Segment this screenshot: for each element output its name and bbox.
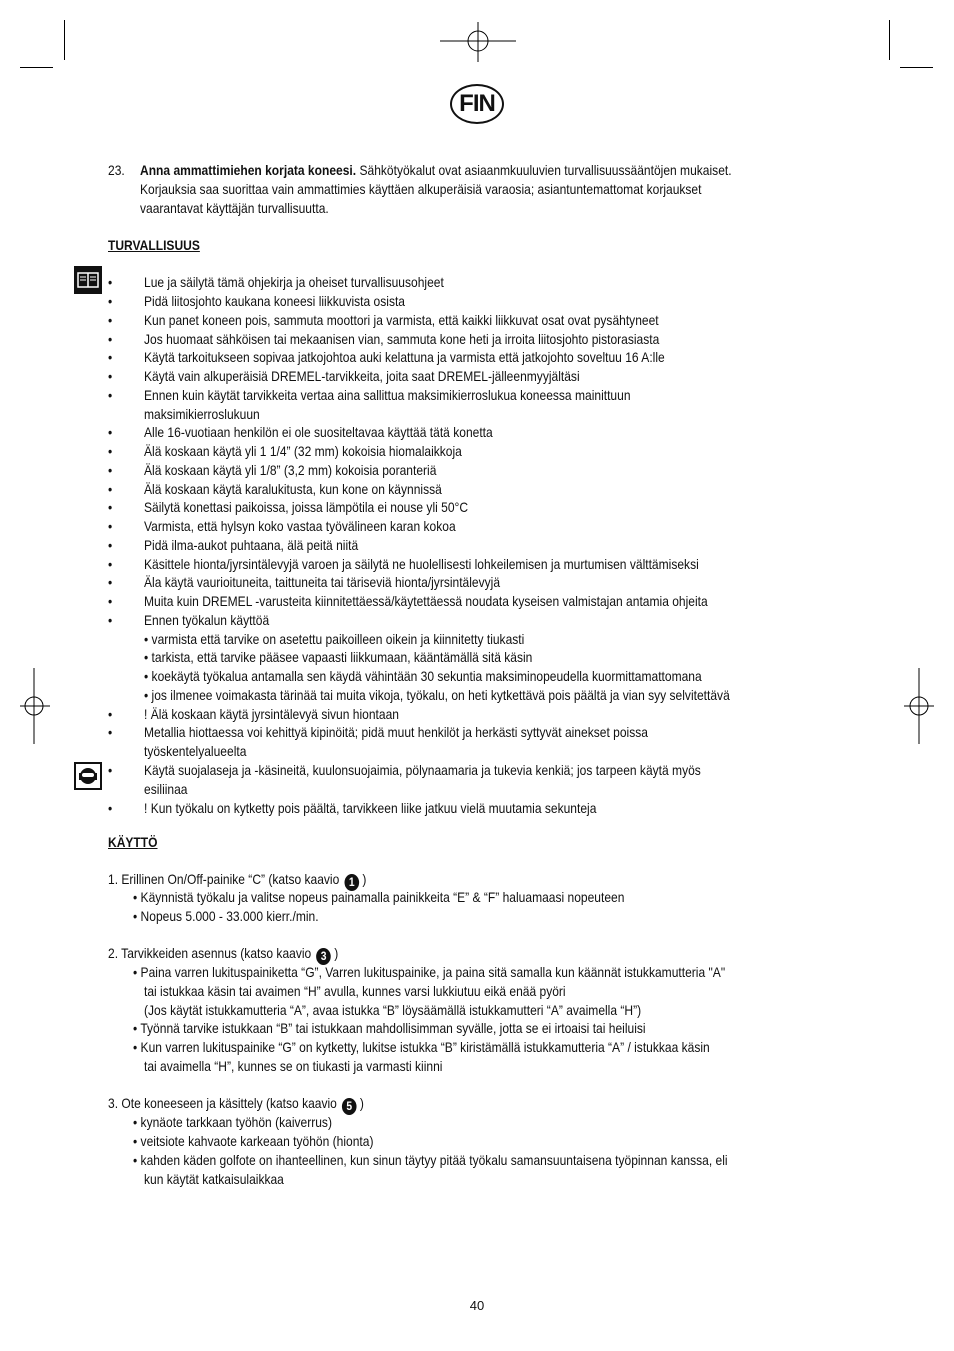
list-item: Kun panet koneen pois, sammuta moottori ja varmista, että kaikki liikkuvat osat ovat pysähtyneet (144, 312, 659, 328)
bullet: • (108, 424, 113, 440)
item-23-line-3: vaarantavat käyttäjän turvallisuutta. (140, 200, 329, 216)
sub-list-item-continued: tai avaimella “H”, kunnes se on tiukasti ja varmasti kiinni (144, 1058, 443, 1074)
item-number: 23. (108, 162, 125, 178)
figure-number-badge: 1 (344, 874, 359, 891)
sub-list-item: • jos ilmenee voimakasta tärinää tai muita vikoja, työkalu, on heti kytkettävä pois päältä ja vian syy selvitettävä (144, 687, 730, 703)
page-number: 40 (469, 1298, 485, 1313)
list-item: Käytä suojalaseja ja -käsineitä, kuulonsuojaimia, pölynaamaria ja tukevia kenkiä; jos tarpeen käytä myös (144, 762, 701, 778)
list-item: Käytä tarkoitukseen sopivaa jatkojohtoa auki kelattuna ja varmista että jatkojohto soveltuu 16 A:lle (144, 349, 665, 365)
step-2-label: 2. Tarvikkeiden asennus (katso kaavio (108, 945, 312, 961)
figure-number-badge: 5 (342, 1098, 357, 1115)
list-item: Muita kuin DREMEL -varusteita kiinnitettäessä/käytettäessä noudata kyseisen valmistajan antamia ohjeita (144, 593, 708, 609)
protective-equipment-icon (74, 762, 102, 790)
list-item: Ennen kuin käytät tarvikkeita vertaa aina sallittua maksimikierroslukua koneessa mainittuun (144, 387, 631, 403)
bullet: • (108, 800, 113, 816)
sub-list-item: • kahden käden golfote on ihanteellinen, kun sinun täytyy pitää työkalu samansuuntaisena työpinnan kanssa, eli (133, 1152, 728, 1168)
bullet: • (108, 331, 113, 347)
bullet: • (108, 293, 113, 309)
sub-list-item: • varmista että tarvike on asetettu paikoilleen oikein ja kiinnitetty tiukasti (144, 631, 525, 647)
list-item: Käytä vain alkuperäisiä DREMEL-tarvikkeita, joita saat DREMEL-jälleenmyyjältäsi (144, 368, 580, 384)
sub-list-item: • koekäytä työkalua antamalla sen käydä vähintään 30 sekuntia maksiminopeudella kuormittamattomana (144, 668, 702, 684)
language-badge: FIN (450, 84, 504, 124)
bullet: • (108, 706, 113, 722)
item-23-title: Anna ammattimiehen korjata koneesi. (140, 162, 357, 178)
bullet: • (108, 349, 113, 365)
registration-mark-icon (20, 668, 50, 744)
list-item: Älä koskaan käytä karalukitusta, kun kone on käynnissä (144, 481, 442, 497)
list-item: Ennen työkalun käyttöä (144, 612, 270, 628)
close-paren: ) (359, 1095, 364, 1111)
sub-list-item: • Kun varren lukituspainike “G” on kytketty, lukitse istukka “B” kiristämällä istukkamutteria “A” / istukkaa käsin (133, 1039, 710, 1055)
read-manual-icon (74, 266, 102, 294)
bullet: • (108, 762, 113, 778)
list-item: Varmista, että hylsyn koko vastaa työvälineen karan kokoa (144, 518, 456, 534)
bullet: • (108, 499, 113, 515)
list-item: Äla käytä vaurioituneita, taittuneita tai täriseviä hionta/jyrsintälevyjä (144, 574, 501, 590)
list-item: Älä koskaan käytä yli 1 1/4” (32 mm) kokoisia hiomalaikkoja (144, 443, 462, 459)
close-paren: ) (362, 871, 367, 887)
bullet: • (108, 537, 113, 553)
sub-list-item: • Nopeus 5.000 - 33.000 kierr./min. (133, 908, 319, 924)
item-23-line-1 (140, 161, 732, 180)
sub-list-item-continued: kun käytät katkaisulaikkaa (144, 1171, 284, 1187)
bullet: • (108, 724, 113, 740)
bullet: • (108, 593, 113, 609)
bullet: • (108, 368, 113, 384)
item-23-line-2: Korjauksia saa suorittaa vain ammattimies käyttäen alkuperäisiä varaosia; asiantuntemattomat korjaukset (140, 181, 702, 197)
sub-list-item: • tarkista, että tarvike pääsee vapaasti liikkumaan, kääntämällä sitä käsin (144, 649, 533, 665)
bullet: • (108, 274, 113, 290)
list-item: Pidä liitosjohto kaukana koneesi liikkuvista osista (144, 293, 406, 309)
sub-list-item: • veitsiote kahvaote karkeaan työhön (hionta) (133, 1133, 374, 1149)
bullet: • (108, 462, 113, 478)
bullet: • (108, 481, 113, 497)
section-heading-safety: TURVALLISUUS (108, 237, 200, 253)
list-item: ! Älä koskaan käytä jyrsintälevyä sivun hiontaan (144, 706, 399, 722)
list-item: Lue ja säilytä tämä ohjekirja ja oheiset turvallisuusohjeet (144, 274, 444, 290)
close-paren: ) (334, 945, 339, 961)
list-item: Käsittele hionta/jyrsintälevyjä varoen ja säilytä ne huolellisesti lohkeilemisen ja murtumisen välttämiseksi (144, 556, 699, 572)
list-item-continued: esiliinaa (144, 781, 188, 797)
bullet: • (108, 612, 113, 628)
bullet: • (108, 312, 113, 328)
list-item: Säilytä konettasi paikoissa, joissa lämpötila ei nouse yli 50°C (144, 499, 469, 515)
list-item: ! Kun työkalu on kytketty pois päältä, tarvikkeen liike jatkuu vielä muutamia sekunteja (144, 800, 597, 816)
sub-list-item: • kynäote tarkkaan työhön (kaiverrus) (133, 1114, 332, 1130)
list-item: Metallia hiottaessa voi kehittyä kipinöitä; pidä muut henkilöt ja herkästi syttyvät ainekset poissa (144, 724, 648, 740)
list-item: Pidä ilma-aukot puhtaana, älä peitä niitä (144, 537, 359, 553)
bullet: • (108, 518, 113, 534)
step-3-label: 3. Ote koneeseen ja käsittely (katso kaavio (108, 1095, 337, 1111)
list-item: Alle 16-vuotiaan henkilön ei ole suositeltavaa käyttää tätä konetta (144, 424, 493, 440)
list-item: Jos huomaat sähköisen tai mekaanisen vian, sammuta kone heti ja irroita liitosjohto pistorasiasta (144, 331, 660, 347)
list-item-continued: maksimikierroslukuun (144, 406, 260, 422)
bullet: • (108, 574, 113, 590)
usage-step-3-title (108, 1094, 364, 1115)
sub-list-item: • Työnnä tarvike istukkaan “B” tai istukkaan mahdollisimman syvälle, jotta se ei irtoaisi tai heiluisi (133, 1020, 646, 1036)
figure-number-badge: 3 (316, 948, 331, 965)
sub-list-item: • Paina varren lukituspainiketta “G”, Varren lukituspainike, ja paina sitä samalla kun käännät istukkamutteria "A" (133, 964, 726, 980)
bullet: • (108, 387, 113, 403)
bullet: • (108, 556, 113, 572)
item-23-text: Sähkötyökalut ovat asiaanmkuuluvien turvallisuussääntöjen mukaiset. (356, 162, 732, 178)
list-item-continued: työskentelyalueelta (144, 743, 247, 759)
section-heading-usage: KÄYTTÖ (108, 834, 158, 850)
sub-list-item-continued: tai istukkaa käsin tai avaimen “H” avulla, kunnes varsi lukkiutuu eikä enää pyöri (144, 983, 566, 999)
sub-list-item-continued: (Jos käytät istukkamutteria “A”, avaa istukka “B” löysäämällä istukkamutteri “A” avaimella “H”) (144, 1002, 642, 1018)
registration-mark-icon (440, 22, 516, 62)
step-1-label: 1. Erillinen On/Off-painike “C” (katso kaavio (108, 871, 340, 887)
sub-list-item: • Käynnistä työkalu ja valitse nopeus painamalla painikkeita “E” & “F” haluamaasi nopeuteen (133, 889, 625, 905)
list-item: Älä koskaan käytä yli 1/8” (3,2 mm) kokoisia poranteriä (144, 462, 437, 478)
bullet: • (108, 443, 113, 459)
usage-step-2-title (108, 944, 338, 965)
registration-mark-icon (904, 668, 934, 744)
